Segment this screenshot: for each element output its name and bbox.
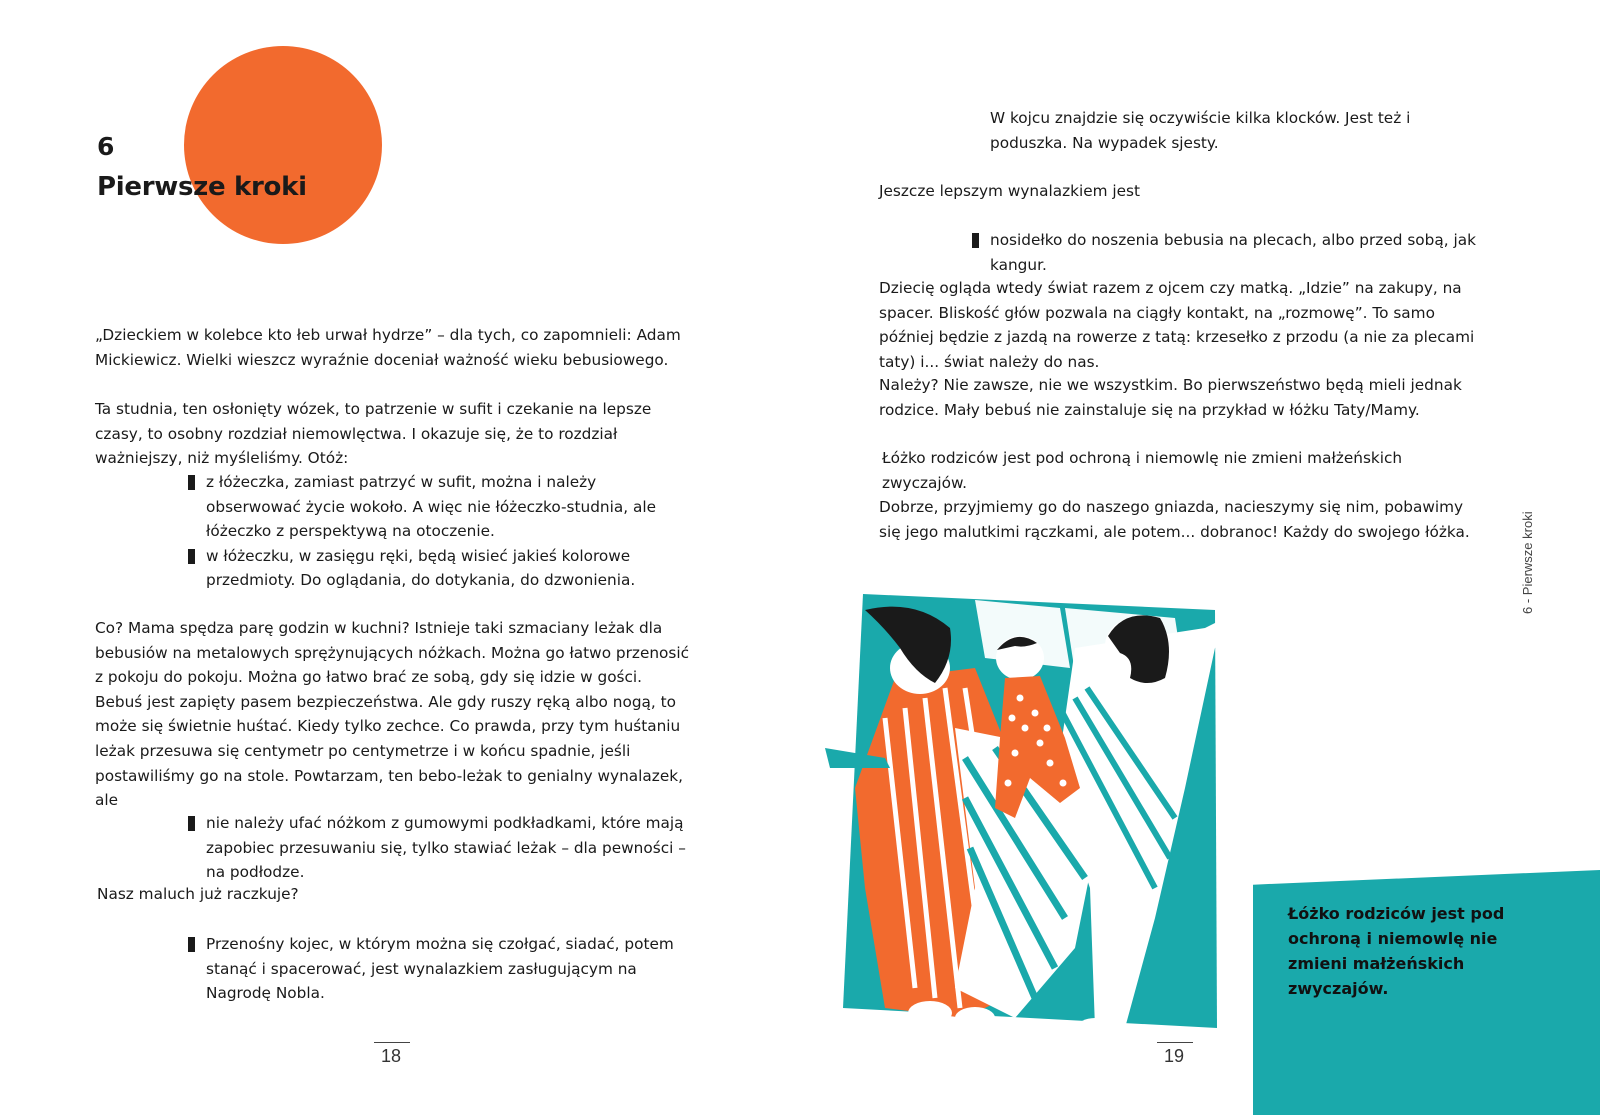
right-para-5 <box>882 446 1482 495</box>
chapter-number: 6 <box>97 132 115 161</box>
list-item <box>972 228 1480 277</box>
paragraph: Jeszcze lepszym wynalazkiem jest <box>879 182 1141 200</box>
list-item <box>188 932 690 1006</box>
paragraph: „Dzieckiem w kolebce kto łeb urwał hydrze” – dla tych, co zapomnieli: Adam Mickiewicz. Wielki wieszcz wyraźnie doceniał ważność wieku bebusiowego. <box>95 326 681 369</box>
callout-text: Łóżko rodziców jest pod ochroną i niemowlę nie zmieni małżeńskich zwyczajów. <box>1288 904 1505 998</box>
left-bullet-list-3 <box>188 932 690 1006</box>
page-number: 19 <box>1164 1046 1185 1066</box>
paragraph: Ta studnia, ten osłonięty wózek, to patrzenie w sufit i czekanie na lepsze czasy, to osobny rozdział niemowlęctwa. I okazuje się, że to rozdział ważniejszy, niż myśleliśmy. Otóż: <box>95 400 652 468</box>
paragraph: Dziecię ogląda wtedy świat razem z ojcem czy matką. „Idzie” na zakupy, na spacer. Bliskość głów pozwala na ciągły kontakt, na „rozmowę”. To samo później będzie z jazdą na rowerze z tatą: krzesełko z przodu (a nie za plecami taty) i... świat należy do nas. <box>879 279 1475 371</box>
paragraph: Nasz maluch już raczkuje? <box>97 885 299 903</box>
footer-rule <box>374 1042 410 1043</box>
bullet-marker <box>188 816 195 831</box>
family-bed-illustration <box>825 588 1255 1048</box>
list-item-text: nie należy ufać nóżkom z gumowymi podkładkami, które mają zapobiec przesuwaniu się, tylko stawiać leżak – dla pewności – na podłodze. <box>206 814 686 882</box>
running-head: 6 - Pierwsze kroki <box>1520 511 1535 614</box>
left-para-2 <box>95 397 690 471</box>
paragraph: Łóżko rodziców jest pod ochroną i niemowlę nie zmieni małżeńskich zwyczajów. <box>882 449 1403 492</box>
paragraph: Dobrze, przyjmiemy go do naszego gniazda, nacieszymy się nim, pobawimy się jego malutkimi rączkami, ale potem... dobranoc! Każdy do swojego łóżka. <box>879 498 1470 541</box>
list-item <box>188 544 690 593</box>
bullet-marker <box>188 475 195 490</box>
list-item-text: z łóżeczka, zamiast patrzyć w sufit, można i należy obserwować życie wokoło. A więc nie łóżeczko-studnia, ale łóżeczko z perspektywą na otoczenie. <box>206 473 656 541</box>
paragraph: Co? Mama spędza parę godzin w kuchni? Istnieje taki szmaciany leżak dla bebusiów na metalowych sprężynujących nóżkach. Można go łatwo przenosić z pokoju do pokoju. Można go łatwo brać ze sobą, gdy się idzie w gości. Bebuś jest zapięty pasem bezpieczeństwa. Ale gdy ruszy ręką albo nogą, to może się świetnie huśtać. Kiedy tylko zechce. Co prawda, przy tym huśtaniu leżak przesuwa się centymetr po centymetrze i w końcu spadnie, jeśli postawiliśmy go na stole. Powtarzam, ten bebo-leżak to genialny wynalazek, ale <box>95 619 690 810</box>
left-bullet-list-1 <box>188 470 690 593</box>
list-item <box>188 811 690 885</box>
list-item <box>188 470 690 544</box>
right-page <box>800 0 1600 1115</box>
chapter-title: Pierwsze kroki <box>97 172 307 202</box>
orange-circle <box>184 46 382 244</box>
list-item-text: Przenośny kojec, w którym można się czołgać, siadać, potem stanąć i spacerować, jest wynalazkiem zasługującym na Nagrodę Nobla. <box>206 935 674 1003</box>
right-para-1 <box>990 106 1480 155</box>
right-para-6 <box>879 495 1479 544</box>
left-para-3 <box>95 616 690 813</box>
paragraph: W kojcu znajdzie się oczywiście kilka klocków. Jest też i poduszka. Na wypadek sjesty. <box>990 109 1411 152</box>
bullet-marker <box>188 937 195 952</box>
bullet-marker <box>188 549 195 564</box>
bullet-marker <box>972 233 979 248</box>
left-para-4 <box>97 882 692 907</box>
right-bullet <box>972 228 1480 277</box>
list-item-text: nosidełko do noszenia bebusia na plecach, albo przed sobą, jak kangur. <box>990 231 1476 274</box>
footer-rule <box>1157 1042 1193 1043</box>
right-para-2 <box>879 179 1479 204</box>
list-item-text: w łóżeczku, w zasięgu ręki, będą wisieć jakieś kolorowe przedmioty. Do oglądania, do dotykania, do dzwonienia. <box>206 546 636 590</box>
left-para-1 <box>95 323 690 372</box>
right-para-4 <box>879 373 1479 422</box>
paragraph: Należy? Nie zawsze, nie we wszystkim. Bo pierwszeństwo będą mieli jednak rodzice. Mały bebuś nie zainstaluje się na przykład w łóżku Taty/Mamy. <box>879 376 1462 419</box>
left-bullet-list-2 <box>188 811 690 885</box>
page-number: 18 <box>381 1046 402 1066</box>
right-para-3 <box>879 276 1479 374</box>
